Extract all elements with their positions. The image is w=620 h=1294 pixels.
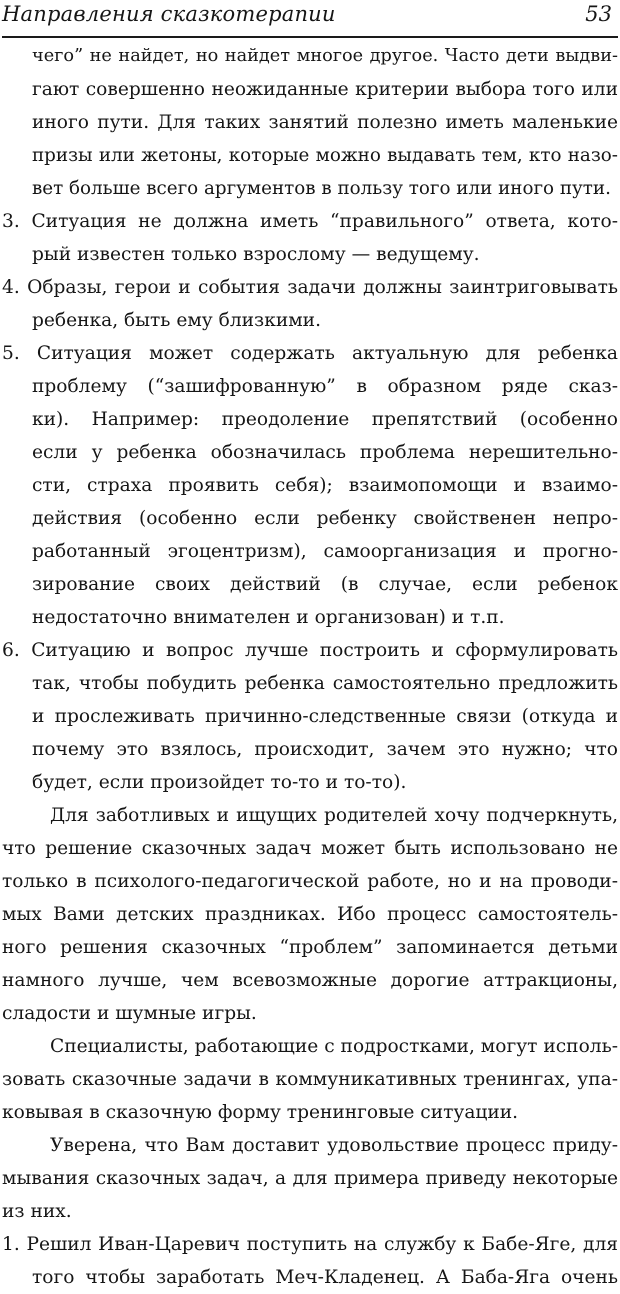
text-line: 1. Решил Иван-Царевич поступить на службу к Бабе-Яге, для xyxy=(2,1234,618,1255)
text-line: того чтобы заработать Меч-Кладенец. А Баба-Яга очень xyxy=(32,1267,618,1288)
text-line: почему это взялось, происходит, зачем это нужно; что xyxy=(32,739,618,760)
text-line: вет больше всего аргументов в пользу того или иного пути. xyxy=(32,178,611,199)
body-text xyxy=(0,40,620,1294)
text-line: сладости и шумные игры. xyxy=(2,1003,257,1024)
text-line: 4. Образы, герои и события задачи должны заинтриговывать xyxy=(2,277,618,298)
text-line: намного лучше, чем всевозможные дорогие аттракционы, xyxy=(2,970,618,991)
text-line: и прослеживать причинно-следственные связи (откуда и xyxy=(32,706,618,727)
text-line: чего” не найдет, но найдет многое другое. Часто дети выдви- xyxy=(32,46,618,66)
text-line: так, чтобы побудить ребенка самостоятельно предложить xyxy=(32,673,618,694)
text-line: из них. xyxy=(2,1201,72,1222)
text-line: мых Вами детских праздниках. Ибо процесс самостоятель- xyxy=(2,904,618,925)
text-line: действия (особенно если ребенку свойственен непро- xyxy=(32,508,618,529)
text-line: если у ребенка обозначилась проблема нерешительно- xyxy=(32,442,618,463)
text-line: ного решения сказочных “проблем” запоминается детьми xyxy=(2,937,618,958)
text-line: Для заботливых и ищущих родителей хочу подчеркнуть, xyxy=(50,805,618,826)
text-line: ребенка, быть ему близкими. xyxy=(32,310,321,331)
running-title: Направления сказкотерапии xyxy=(2,2,336,26)
text-line: проблему (“зашифрованную” в образном ряде сказ- xyxy=(32,376,618,397)
text-line: только в психолого-педагогической работе, но и на проводи- xyxy=(2,871,618,892)
text-line: гают совершенно неожиданные критерии выбора того или xyxy=(32,79,618,100)
text-line: 3. Ситуация не должна иметь “правильного” ответа, кото- xyxy=(2,211,618,232)
text-line: рый известен только взрослому — ведущему. xyxy=(32,244,480,265)
text-line: что решение сказочных задач может быть использовано не xyxy=(2,838,618,859)
page-header xyxy=(2,0,618,38)
text-line: ки). Например: преодоление препятствий (особенно xyxy=(32,409,618,430)
text-line: иного пути. Для таких занятий полезно иметь маленькие xyxy=(32,112,618,133)
text-line: работанный эгоцентризм), самоорганизация и прогно- xyxy=(32,541,618,562)
text-line: недостаточно внимателен и организован) и т.п. xyxy=(32,607,505,628)
text-line: Уверена, что Вам доставит удовольствие процесс приду- xyxy=(50,1135,618,1156)
text-line: сти, страха проявить себя); взаимопомощи и взаимо- xyxy=(32,475,618,496)
text-line: будет, если произойдет то-то и то-то). xyxy=(32,772,407,793)
text-line: мывания сказочных задач, а для примера приведу некоторые xyxy=(2,1168,618,1189)
page-number: 53 xyxy=(585,2,612,26)
text-line: 6. Ситуацию и вопрос лучше построить и сформулировать xyxy=(2,640,618,661)
text-line: призы или жетоны, которые можно выдавать тем, кто назо- xyxy=(32,145,618,166)
text-line: ковывая в сказочную форму тренинговые ситуации. xyxy=(2,1102,519,1123)
text-line: Специалисты, работающие с подростками, могут исполь- xyxy=(50,1036,618,1057)
text-line: 5. Ситуация может содержать актуальную для ребенка xyxy=(2,343,618,364)
text-line: зирование своих действий (в случае, если ребенок xyxy=(32,574,618,595)
text-line: зовать сказочные задачи в коммуникативных тренингах, упа- xyxy=(2,1069,618,1090)
